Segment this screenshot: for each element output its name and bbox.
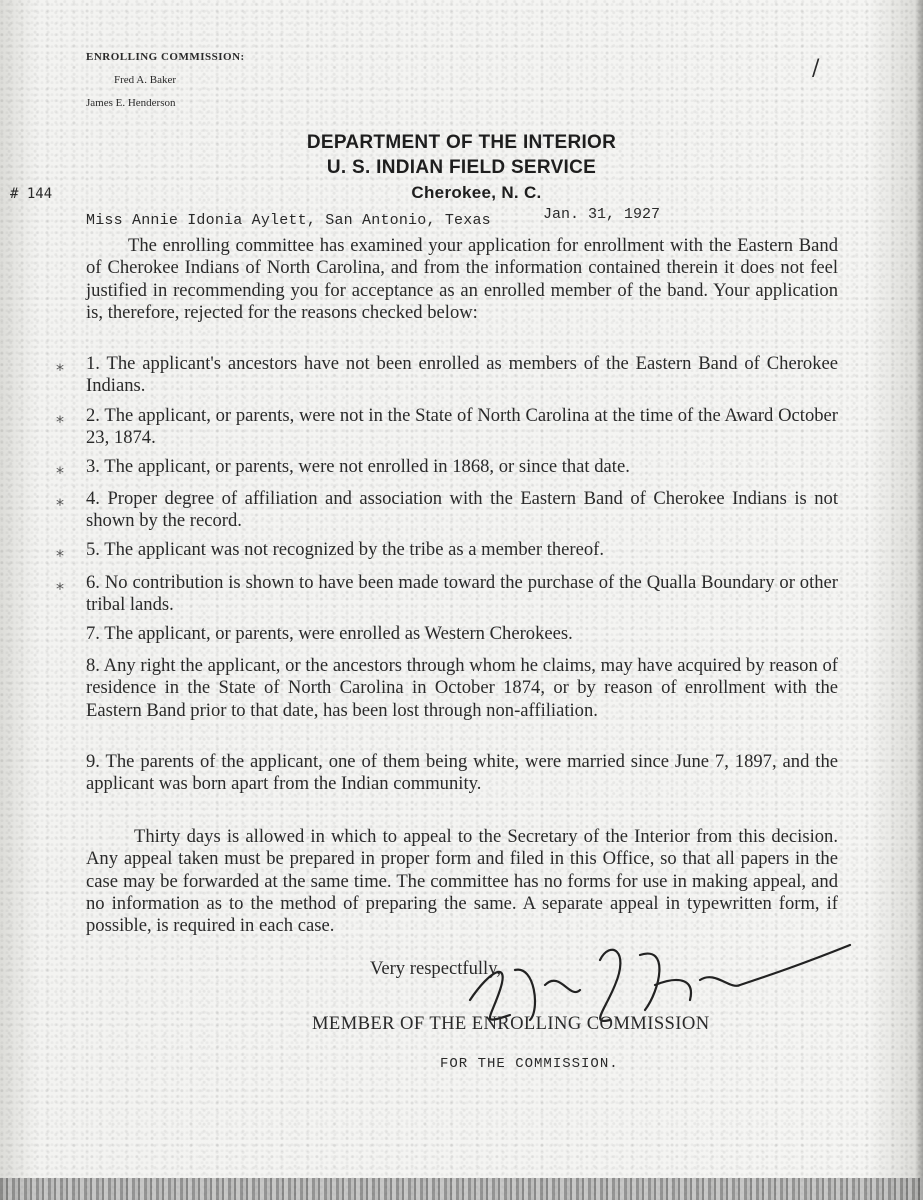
intro-paragraph: The enrolling committee has examined your application for enrollment with the Eastern Band of Cherokee Indians of North Carolina, and from the information contained therein it does not feel justified in recommending you for acceptance as an enrolled member of the band. Your application is, therefore, rejected for the reasons checked below: xyxy=(86,235,838,323)
check-mark-3: * xyxy=(56,463,64,482)
letter-date: Jan. 31, 1927 xyxy=(543,206,661,223)
pencil-mark: / xyxy=(812,56,820,81)
scan-edge-right xyxy=(915,0,923,1200)
addressee: Miss Annie Idonia Aylett, San Antonio, Texas xyxy=(86,212,491,229)
for-the-commission: FOR THE COMMISSION. xyxy=(440,1056,619,1072)
reason-4: 4. Proper degree of affiliation and association with the Eastern Band of Cherokee Indians is not shown by the record. xyxy=(86,488,838,532)
check-mark-5: * xyxy=(56,546,64,565)
department-name: DEPARTMENT OF THE INTERIOR xyxy=(306,132,617,153)
valediction: Very respectfully, xyxy=(370,958,501,979)
signature-title: MEMBER OF THE ENROLLING COMMISSION xyxy=(312,1013,710,1034)
service-name: U. S. INDIAN FIELD SERVICE xyxy=(326,157,597,178)
check-mark-6: * xyxy=(56,579,64,598)
reason-2: 2. The applicant, or parents, were not in the State of North Carolina at the time of the Award October 23, 1874. xyxy=(86,405,838,449)
reason-6: 6. No contribution is shown to have been made toward the purchase of the Qualla Boundary or other tribal lands. xyxy=(86,572,838,616)
commission-header xyxy=(86,46,245,115)
letterhead xyxy=(0,130,923,205)
check-mark-2: * xyxy=(56,412,64,431)
reason-9: 9. The parents of the applicant, one of them being white, were married since June 7, 1897, and the applicant was born apart from the Indian community. xyxy=(86,751,838,795)
check-mark-1: * xyxy=(56,360,64,379)
commission-label: ENROLLING COMMISSION: xyxy=(86,51,245,63)
check-mark-4: * xyxy=(56,495,64,514)
reason-7: 7. The applicant, or parents, were enrolled as Western Cherokees. xyxy=(86,623,573,644)
commission-member-2: James E. Henderson xyxy=(86,97,176,109)
reason-1: 1. The applicant's ancestors have not been enrolled as members of the Eastern Band of Cherokee Indians. xyxy=(86,353,838,397)
commission-member-1: Fred A. Baker xyxy=(114,74,177,86)
reason-8: 8. Any right the applicant, or the ancestors through whom he claims, may have acquired by reason of residence in the State of North Carolina in October 1874, or by reason of enrollment with the Eastern Band prior to that date, has been lost through non-affiliation. xyxy=(86,655,838,721)
appeal-paragraph: Thirty days is allowed in which to appeal to the Secretary of the Interior from this decision. Any appeal taken must be prepared in proper form and filed in this Office, so that all papers in the case may be forwarded at the same time. The committee has no forms for use in making appeal, and no information as to the method of preparing the same. A separate appeal in typewritten form, if possible, is required in each case. xyxy=(86,826,838,937)
scan-edge-bottom xyxy=(0,1178,923,1200)
reason-3: 3. The applicant, or parents, were not enrolled in 1868, or since that date. xyxy=(86,456,630,477)
case-number: # 144 xyxy=(10,186,53,202)
office-location: Cherokee, N. C. xyxy=(411,183,542,202)
reason-5: 5. The applicant was not recognized by the tribe as a member thereof. xyxy=(86,539,605,560)
